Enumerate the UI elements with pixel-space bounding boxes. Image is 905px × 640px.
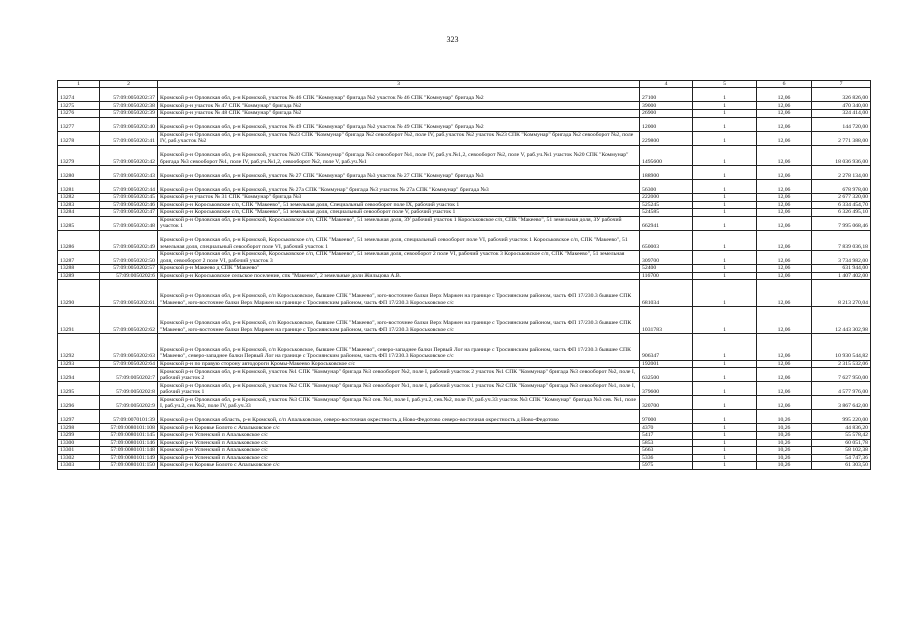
quantity-cell: 1 — [693, 272, 757, 280]
total-value-cell: 144 720,00 — [812, 117, 871, 131]
total-value-cell: 2 278 134,00 — [812, 165, 871, 179]
quantity-cell: 1 — [693, 396, 757, 410]
area-cell: 192001 — [640, 360, 693, 368]
description-cell: Кромской р-н по правую сторону автодороги Кромы-Макеево Короськовское с/с — [158, 360, 640, 368]
page-number: 323 — [446, 35, 459, 44]
cadastral-number-cell: 57:09:0050202:47 — [100, 209, 158, 217]
rate-cell: 12,06 — [757, 272, 812, 280]
area-cell: 525245 — [640, 201, 693, 209]
description-cell: Кромской р-н Орловская обл, р-н Кромской, с/п Короськовское, бывшее СПК "Макеево", северо-западнее балки Первый Лог на границе с Тросиянским районом, часть ФП 17/230.3 бывшее СПК "Макеево", северо-западнее балки Первый Лог на границе с Тросиянским районом, часть ФП 17/230.3 Короськовское с/с — [158, 333, 640, 360]
total-value-cell: 61 303,50 — [812, 462, 871, 470]
area-cell: 906347 — [640, 333, 693, 360]
table-row — [58, 272, 871, 280]
total-value-cell: 324 414,00 — [812, 110, 871, 118]
cadastral-number-cell: 57:09:0050202:9 — [100, 396, 158, 410]
quantity-cell: 1 — [693, 265, 757, 273]
quantity-cell: 1 — [693, 447, 757, 455]
quantity-cell: 1 — [693, 439, 757, 447]
row-number-cell: 13275 — [58, 102, 100, 110]
table-row — [58, 110, 871, 118]
quantity-cell: 1 — [693, 179, 757, 193]
rate-cell: 12,06 — [757, 145, 812, 165]
table-row — [58, 265, 871, 273]
table-row — [58, 447, 871, 455]
description-cell: Кромской р-н участок № 48 СПК "Коммунар" бригада №2 — [158, 110, 640, 118]
description-cell: Кромской р-н Орловская область, р-н Кромской, с/п Апальковское, северо-восточная окрестность д Ново-Федотово северо-восточная окрестность д Ново-Федотово — [158, 410, 640, 424]
rate-cell: 12,06 — [757, 216, 812, 230]
column-header: 7 — [812, 81, 871, 88]
total-value-cell: 12 443 302,98 — [812, 307, 871, 334]
area-cell: 5336 — [640, 454, 693, 462]
rate-cell: 12,06 — [757, 382, 812, 396]
table-row — [58, 145, 871, 165]
quantity-cell: 1 — [693, 209, 757, 217]
row-number-cell: 13282 — [58, 193, 100, 201]
table-row — [58, 201, 871, 209]
row-number-cell: 13296 — [58, 396, 100, 410]
area-cell: 320700 — [640, 396, 693, 410]
description-cell: Кромской р-н Короськовское с/п, СПК "Макеево", 51 земельная доля, Специальный севооборот поле IX, рабочий участок 1 — [158, 201, 640, 209]
area-cell: 39000 — [640, 102, 693, 110]
table-row — [58, 439, 871, 447]
cadastral-number-cell: 57:09:0080101:146 — [100, 439, 158, 447]
rate-cell: 12,06 — [757, 333, 812, 360]
area-cell: 632500 — [640, 368, 693, 382]
quantity-cell: 1 — [693, 360, 757, 368]
column-header: 5 — [693, 81, 757, 88]
quantity-cell: 1 — [693, 382, 757, 396]
total-value-cell: 7 839 036,18 — [812, 230, 871, 250]
cadastral-number-cell: 57:09:0050202:50 — [100, 251, 158, 265]
row-number-cell: 13284 — [58, 209, 100, 217]
description-cell: Кромской р-н Орловская обл, р-н Кромской, участок №3 СПК "Коммунар" бригада №3 сев. №1, поле I, раб.уч.2, сев.№2, поле IV, раб.уч.33 участок №3 СПК "Коммунар" бригада №3 сев. №1, поле I, раб.уч.2, сев.№2, поле IV, раб.уч.33 — [158, 396, 640, 410]
table-row — [58, 462, 871, 470]
area-cell: 229800 — [640, 131, 693, 145]
table-row — [58, 102, 871, 110]
rate-cell: 12,06 — [757, 307, 812, 334]
total-value-cell: 54 747,36 — [812, 454, 871, 462]
quantity-cell: 1 — [693, 88, 757, 102]
cadastral-number-cell: 57:09:0080101:149 — [100, 454, 158, 462]
rate-cell: 12,06 — [757, 179, 812, 193]
row-number-cell: 13283 — [58, 201, 100, 209]
table-row — [58, 117, 871, 131]
description-cell: Кромской р-н Успенский п Апальковское с/с — [158, 439, 640, 447]
cadastral-number-cell: 57:09:0050202:42 — [100, 145, 158, 165]
cadastral-number-cell: 57:09:0050202:6 — [100, 272, 158, 280]
cadastral-number-cell: 57:09:0050202:49 — [100, 230, 158, 250]
row-number-cell: 13279 — [58, 145, 100, 165]
area-cell: 5417 — [640, 431, 693, 439]
quantity-cell: 1 — [693, 131, 757, 145]
area-cell: 681034 — [640, 280, 693, 307]
table-header-row — [58, 81, 871, 88]
rate-cell: 12,06 — [757, 165, 812, 179]
total-value-cell: 8 213 270,04 — [812, 280, 871, 307]
quantity-cell: 1 — [693, 201, 757, 209]
rate-cell: 12,06 — [757, 368, 812, 382]
row-number-cell: 13289 — [58, 272, 100, 280]
row-number-cell: 13278 — [58, 131, 100, 145]
row-number-cell: 13290 — [58, 280, 100, 307]
area-cell: 188900 — [640, 165, 693, 179]
cadastral-number-cell: 57:09:0050202:39 — [100, 110, 158, 118]
table-row — [58, 251, 871, 265]
cadastral-number-cell: 57:09:0050202:37 — [100, 88, 158, 102]
table-row — [58, 165, 871, 179]
total-value-cell: 2 315 532,06 — [812, 360, 871, 368]
table-row — [58, 131, 871, 145]
description-cell: Кромской р-н Орловская обл, р-н Кромской, Короськовское с/п, СПК "Макеево", 51 земельная доля, специальный севооборот поле VI, рабочий участок 1 Короськовское с/п, СПК "Макеево", 51 земельная доля, специальный севооборот поле VI, рабочий участок 1 — [158, 230, 640, 250]
total-value-cell: 2 771 388,00 — [812, 131, 871, 145]
description-cell: Кромской р-н Орловская обл, р-н Кромской, участок № 27а СПК "Коммунар" бригада №3 участок № 27а СПК "Коммунар" бригада №3 — [158, 179, 640, 193]
rate-cell: 10,26 — [757, 447, 812, 455]
area-cell: 379600 — [640, 382, 693, 396]
rate-cell: 12,06 — [757, 360, 812, 368]
quantity-cell: 1 — [693, 424, 757, 432]
table-row — [58, 368, 871, 382]
row-number-cell: 13292 — [58, 333, 100, 360]
column-header: 2 — [100, 81, 158, 88]
rate-cell: 10,26 — [757, 439, 812, 447]
table-row — [58, 454, 871, 462]
cadastral-number-cell: 57:09:0050202:40 — [100, 117, 158, 131]
total-value-cell: 326 826,00 — [812, 88, 871, 102]
row-number-cell: 13277 — [58, 117, 100, 131]
area-cell: 662941 — [640, 216, 693, 230]
row-number-cell: 13287 — [58, 251, 100, 265]
total-value-cell: 631 944,00 — [812, 265, 871, 273]
row-number-cell: 13286 — [58, 230, 100, 250]
total-value-cell: 18 036 936,00 — [812, 145, 871, 165]
cadastral-number-cell: 57:09:0080101:150 — [100, 462, 158, 470]
rate-cell: 12,06 — [757, 117, 812, 131]
rate-cell: 10,26 — [757, 424, 812, 432]
total-value-cell: 4 577 976,00 — [812, 382, 871, 396]
rate-cell: 10,26 — [757, 431, 812, 439]
rate-cell: 12,06 — [757, 102, 812, 110]
quantity-cell: 1 — [693, 307, 757, 334]
rate-cell: 12,06 — [757, 88, 812, 102]
cadastral-number-cell: 57:09:0080101:148 — [100, 447, 158, 455]
rate-cell: 12,06 — [757, 131, 812, 145]
table-row — [58, 179, 871, 193]
table-row — [58, 382, 871, 396]
area-cell: 4370 — [640, 424, 693, 432]
table-row — [58, 360, 871, 368]
quantity-cell: 1 — [693, 193, 757, 201]
quantity-cell: 1 — [693, 145, 757, 165]
quantity-cell: 1 — [693, 280, 757, 307]
row-number-cell: 13285 — [58, 216, 100, 230]
rate-cell: 12,06 — [757, 201, 812, 209]
rate-cell: 12,06 — [757, 280, 812, 307]
quantity-cell: 1 — [693, 431, 757, 439]
description-cell: Кромской р-н Орловская обл, р-н Кромской, участок № 46 СПК "Коммунар" бригада №2 участок № 46 СПК "Коммунар" бригада №2 — [158, 88, 640, 102]
area-cell: 1495600 — [640, 145, 693, 165]
description-cell: Кромской р-н Короськовское с/п, СПК "Макеево", 51 земельная доля, специальный севооборот поле V, рабочий участок 1 — [158, 209, 640, 217]
area-cell: 524585 — [640, 209, 693, 217]
quantity-cell: 1 — [693, 216, 757, 230]
area-cell: 5663 — [640, 447, 693, 455]
area-cell: 27100 — [640, 88, 693, 102]
quantity-cell: 1 — [693, 165, 757, 179]
table-row — [58, 230, 871, 250]
area-cell: 52400 — [640, 265, 693, 273]
rate-cell: 10,26 — [757, 454, 812, 462]
total-value-cell: 995 220,00 — [812, 410, 871, 424]
cadastral-number-cell: 57:09:0050202:41 — [100, 131, 158, 145]
row-number-cell: 13276 — [58, 110, 100, 118]
description-cell: Кромской р-н Орловская обл, р-н Кромской, Короськовское с/п, СПК "Макеево", 51 земельная доля, севооборот 2 поле VI, рабочий участок 3 Короськовское с/п, СПК "Макеево", 51 земельная доля, севооборот 2 поле VI, рабочий участок 3 — [158, 251, 640, 265]
description-cell: Кромской р-н Макеево д СПК "Макеево" — [158, 265, 640, 273]
description-cell: Кромской р-н Орловская обл, р-н Кромской, участок №1 СПК "Коммунар" бригада №3 севооборот №2, поле I, рабочий участок 2 участок №1 СПК "Коммунар" бригада №3 севооборот №2, поле I, рабочий участок 2 — [158, 368, 640, 382]
row-number-cell: 13274 — [58, 88, 100, 102]
cadastral-number-cell: 57:09:0050202:43 — [100, 165, 158, 179]
area-cell: 1031783 — [640, 307, 693, 334]
description-cell: Кромской р-н Успенский п Апальковское с/с — [158, 454, 640, 462]
table-body — [58, 81, 871, 470]
cadastral-number-cell: 57:09:0050202:64 — [100, 360, 158, 368]
cadastral-number-cell: 57:09:0050202:63 — [100, 333, 158, 360]
description-cell: Кромской р-н Орловская обл, р-н Кромской, участок №20 СПК "Коммунар" бригада №3 севооборот №1, поле IV, раб.уч.№1,2, севооборот №2, поле V, раб.уч.№1 участок №20 СПК "Коммунар" бригада №3 севооборот №1, поле IV, раб.уч.№1,2, севооборот №2, поле V, раб.уч.№1 — [158, 145, 640, 165]
area-cell: 222000 — [640, 193, 693, 201]
rate-cell: 12,06 — [757, 230, 812, 250]
total-value-cell: 470 340,00 — [812, 102, 871, 110]
total-value-cell: 6 326 495,10 — [812, 209, 871, 217]
cadastral-number-cell: 57:09:0050202:45 — [100, 193, 158, 201]
rate-cell: 10,26 — [757, 462, 812, 470]
total-value-cell: 7 995 068,46 — [812, 216, 871, 230]
row-number-cell: 13293 — [58, 360, 100, 368]
area-cell: 309700 — [640, 251, 693, 265]
quantity-cell: 1 — [693, 102, 757, 110]
table-row — [58, 396, 871, 410]
total-value-cell: 58 102,38 — [812, 447, 871, 455]
area-cell: 12000 — [640, 117, 693, 131]
total-value-cell: 6 334 454,70 — [812, 201, 871, 209]
cadastral-number-cell: 57:09:0080101:145 — [100, 431, 158, 439]
total-value-cell: 44 836,20 — [812, 424, 871, 432]
description-cell: Кромской р-н Орловская обл, р-н Кромской, с/п Короськовское, бывшее СПК "Макеево", юго-восточнее балки Верх Маржен на границе с Тросиянским районом, часть ФП 17/230.3 бывшее СПК "Макеево", юго-восточнее балки Верх Маржен на границе с Тросиянским районом, часть ФП 17/230.3 Короськовское с/с — [158, 307, 640, 334]
column-header: 6 — [757, 81, 812, 88]
quantity-cell: 1 — [693, 230, 757, 250]
cadastral-number-cell: 57:09:0070101:39 — [100, 410, 158, 424]
description-cell: Кромской р-н Орловская обл, р-н Кромской, с/п Короськовское, бывшее СПК "Макеево", юго-восточнее балки Верх Маржен на границе с Тросиянским районом, часть ФП 17/230.3 бывшее СПК "Макеево", юго-восточнее балки Верх Маржен на границе с Тросиянским районом, часть ФП 17/230.3 Короськовское с/с — [158, 280, 640, 307]
row-number-cell: 13302 — [58, 454, 100, 462]
quantity-cell: 1 — [693, 110, 757, 118]
column-header: 4 — [640, 81, 693, 88]
cadastral-number-cell: 57:09:0050202:48 — [100, 216, 158, 230]
cadastral-number-cell: 57:09:0080101:108 — [100, 424, 158, 432]
description-cell: Кромской р-н Успенский п Апальковское с/с — [158, 447, 640, 455]
total-value-cell: 3 867 642,00 — [812, 396, 871, 410]
total-value-cell: 2 677 320,00 — [812, 193, 871, 201]
table-row — [58, 431, 871, 439]
table-row — [58, 280, 871, 307]
table-row — [58, 410, 871, 424]
quantity-cell: 1 — [693, 251, 757, 265]
column-header: 3 — [158, 81, 640, 88]
quantity-cell: 1 — [693, 333, 757, 360]
rate-cell: 12,06 — [757, 251, 812, 265]
area-cell: 26900 — [640, 110, 693, 118]
table-row — [58, 88, 871, 102]
cadastral-number-cell: 57:09:0050202:44 — [100, 179, 158, 193]
quantity-cell: 1 — [693, 462, 757, 470]
description-cell: Кромской р-н Орловская обл, р-н Кромской, участок № 49 СПК "Коммунар" бригада №2 участок № 49 СПК "Коммунар" бригада №2 — [158, 117, 640, 131]
row-number-cell: 13291 — [58, 307, 100, 334]
row-number-cell: 13301 — [58, 447, 100, 455]
column-header: 1 — [58, 81, 100, 88]
rate-cell: 10,26 — [757, 410, 812, 424]
table-row — [58, 216, 871, 230]
quantity-cell: 1 — [693, 368, 757, 382]
total-value-cell: 10 930 544,82 — [812, 333, 871, 360]
rate-cell: 12,06 — [757, 396, 812, 410]
total-value-cell: 1 407 402,00 — [812, 272, 871, 280]
property-register-table — [57, 80, 871, 470]
description-cell: Кромской р-н Орловская обл, р-н Кромской, участок №23 СПК "Коммунар" бригада №2 севооборот №2, поле IV, раб.участок №2 участок №23 СПК "Коммунар" бригада №2 севооборот №2, поле IV, раб.участок №2 — [158, 131, 640, 145]
area-cell: 5975 — [640, 462, 693, 470]
row-number-cell: 13303 — [58, 462, 100, 470]
quantity-cell: 1 — [693, 454, 757, 462]
table-row — [58, 193, 871, 201]
rate-cell: 12,06 — [757, 209, 812, 217]
total-value-cell: 7 627 950,00 — [812, 368, 871, 382]
row-number-cell: 13299 — [58, 431, 100, 439]
table-row — [58, 307, 871, 334]
area-cell: 56300 — [640, 179, 693, 193]
table-row — [58, 209, 871, 217]
row-number-cell: 13297 — [58, 410, 100, 424]
area-cell: 650003 — [640, 230, 693, 250]
cadastral-number-cell: 57:09:0050202:8 — [100, 382, 158, 396]
total-value-cell: 55 578,42 — [812, 431, 871, 439]
row-number-cell: 13288 — [58, 265, 100, 273]
total-value-cell: 60 051,78 — [812, 439, 871, 447]
area-cell: 5853 — [640, 439, 693, 447]
description-cell: Кромской р-н участок № 31 СПК "Коммунар" бригада №3 — [158, 193, 640, 201]
row-number-cell: 13280 — [58, 165, 100, 179]
row-number-cell: 13300 — [58, 439, 100, 447]
area-cell: 97000 — [640, 410, 693, 424]
cadastral-number-cell: 57:09:0050202:38 — [100, 102, 158, 110]
cadastral-number-cell: 57:09:0050202:62 — [100, 307, 158, 334]
table-row — [58, 424, 871, 432]
total-value-cell: 678 978,00 — [812, 179, 871, 193]
cadastral-number-cell: 57:09:0050202:61 — [100, 280, 158, 307]
area-cell: 116700 — [640, 272, 693, 280]
description-cell: Кромской р-н Орловская обл, р-н Кромской, Короськовское с/п, СПК "Макеево", 51 земельная доля, ЗУ рабочий участок 1 Короськовское с/п, СПК "Макеево", 51 земельная доля, ЗУ рабочий участок 1 — [158, 216, 640, 230]
row-number-cell: 13294 — [58, 368, 100, 382]
description-cell: Кромской р-н Орловская обл, р-н Кромской, участок № 27 СПК "Коммунар" бригада №3 участок № 27 СПК "Коммунар" бригада №3 — [158, 165, 640, 179]
cadastral-number-cell: 57:09:0050202:46 — [100, 201, 158, 209]
rate-cell: 12,06 — [757, 110, 812, 118]
description-cell: Кромской р-н Коровье Болото с Апальковское с/с — [158, 462, 640, 470]
row-number-cell: 13281 — [58, 179, 100, 193]
description-cell: Кромской р-н Орловская обл, р-н Кромской, участок №2 СПК "Коммунар" бригада №3 севооборот №1, поле I, рабочий участок 1 участок №2 СПК "Коммунар" бригада №3 севооборот №1, поле I, рабочий участок 1 — [158, 382, 640, 396]
row-number-cell: 13298 — [58, 424, 100, 432]
quantity-cell: 1 — [693, 117, 757, 131]
description-cell: Кромской р-н Успенский п Апальковское с/с — [158, 431, 640, 439]
quantity-cell: 1 — [693, 410, 757, 424]
cadastral-number-cell: 57:09:0050202:7 — [100, 368, 158, 382]
rate-cell: 12,06 — [757, 193, 812, 201]
total-value-cell: 3 734 982,00 — [812, 251, 871, 265]
rate-cell: 12,06 — [757, 265, 812, 273]
row-number-cell: 13295 — [58, 382, 100, 396]
cadastral-number-cell: 57:09:0050202:57 — [100, 265, 158, 273]
description-cell: Кромской р-н Короськовское сельское поселение, спк "Макеево", 2 земельные доли Жильцова А.В. — [158, 272, 640, 280]
description-cell: Кромской р-н участок № 47 СПК "Коммунар" бригада №2 — [158, 102, 640, 110]
description-cell: Кромской р-н Коровье Болото с Апальковское с/с — [158, 424, 640, 432]
table-row — [58, 333, 871, 360]
